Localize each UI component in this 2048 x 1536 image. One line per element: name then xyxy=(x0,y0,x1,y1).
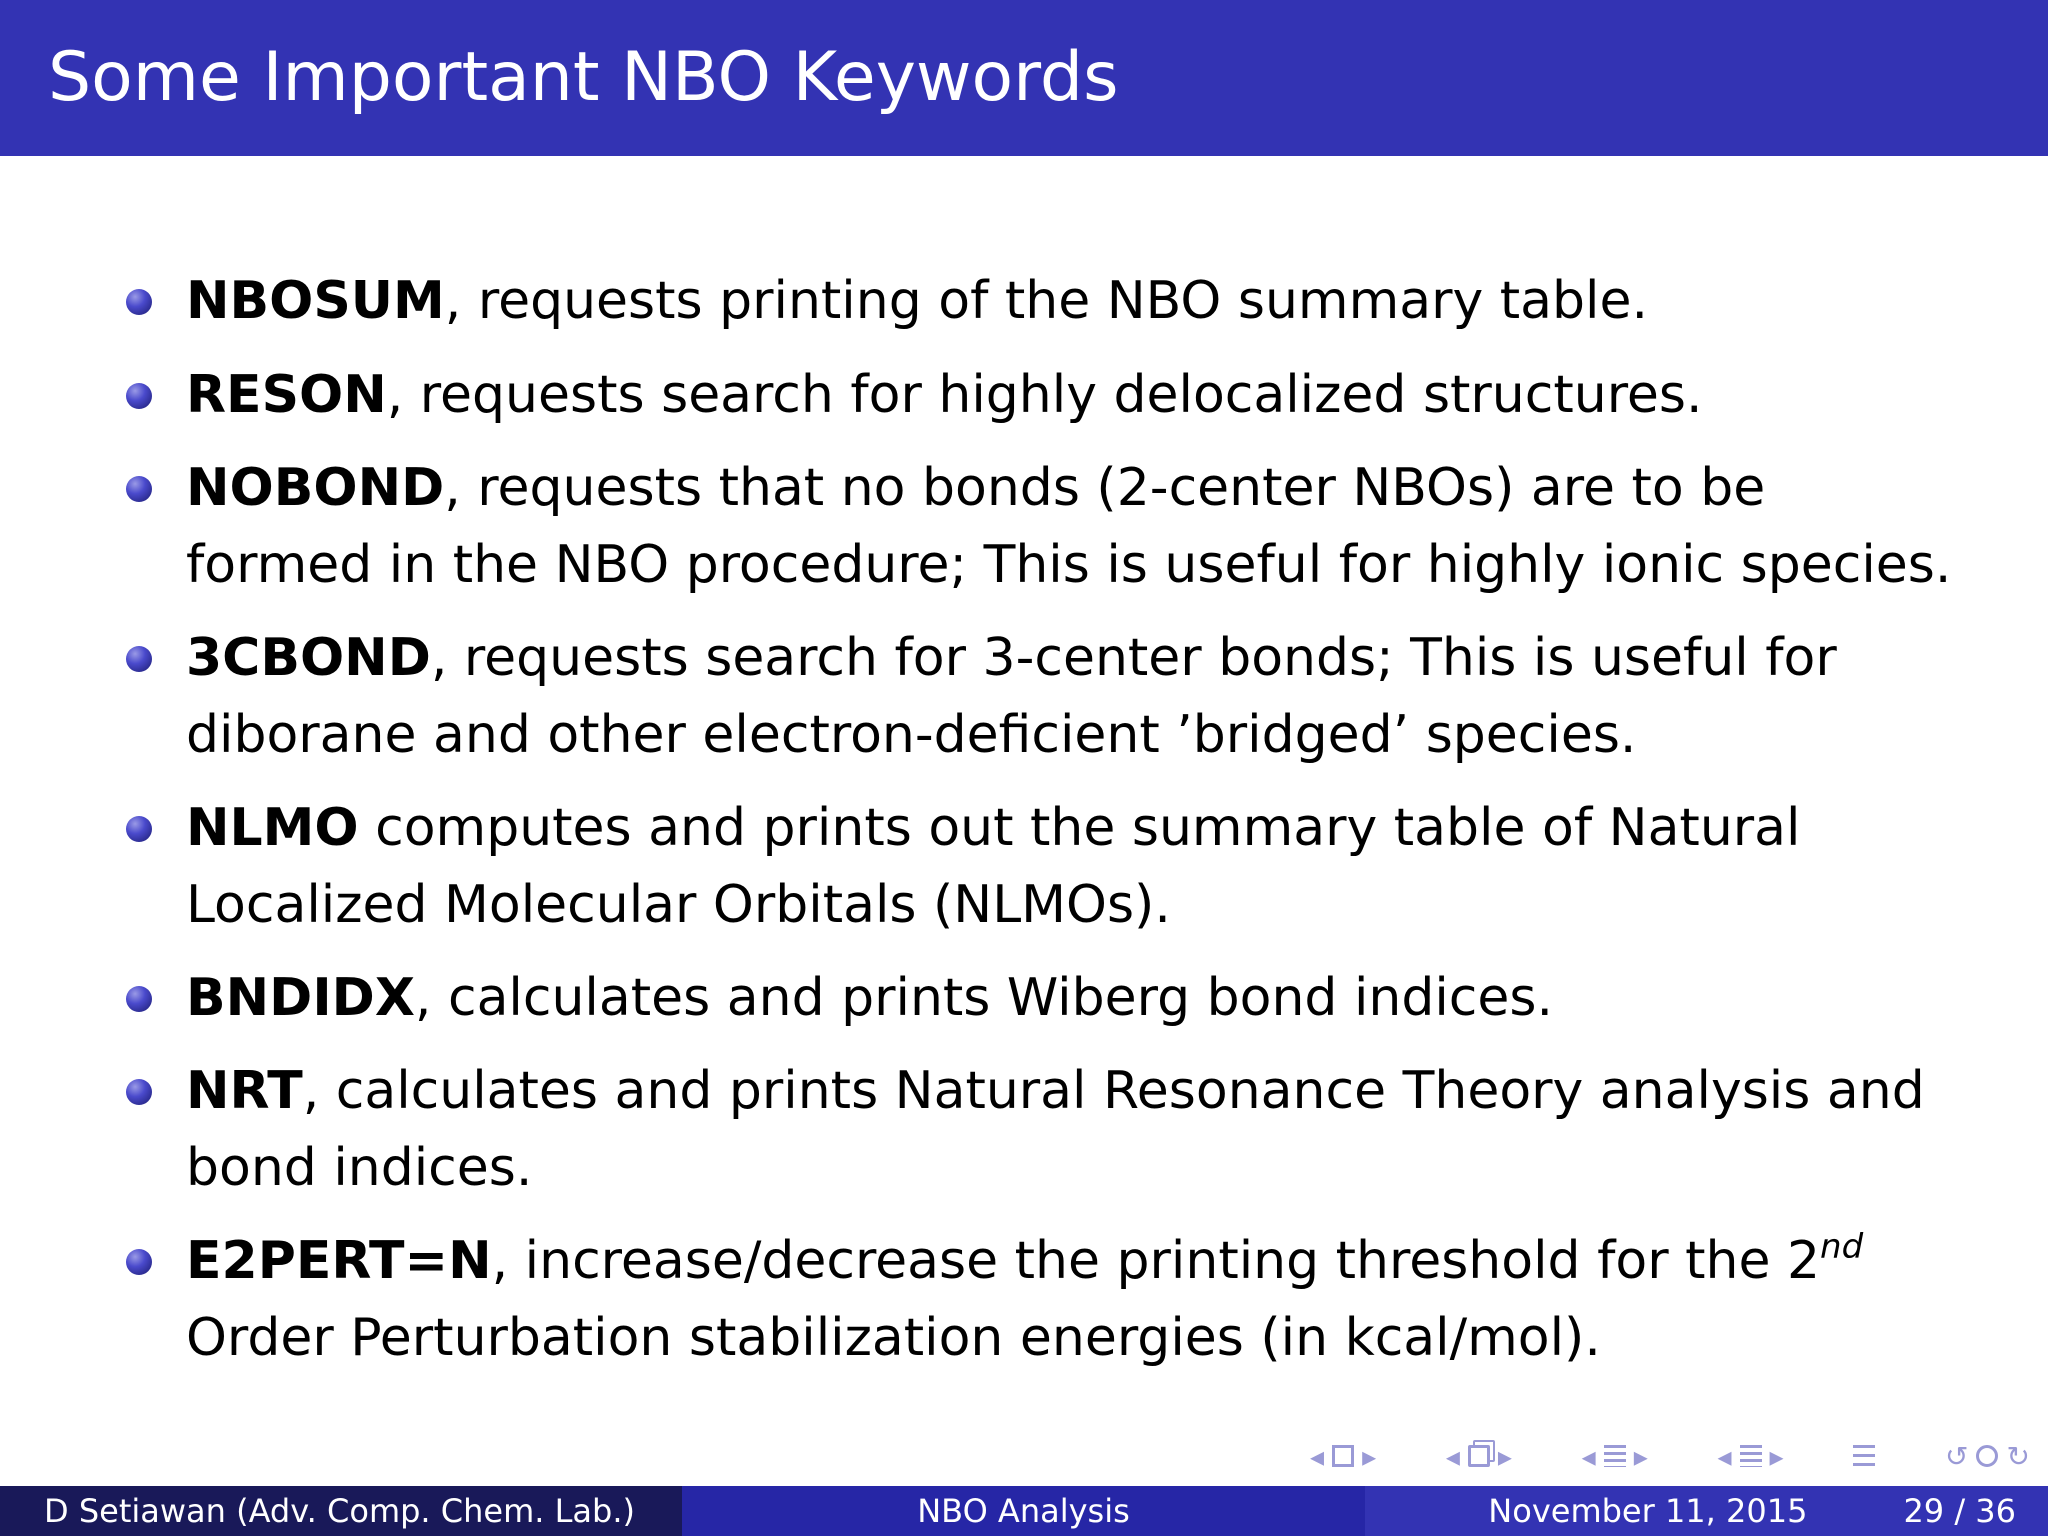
footer-right xyxy=(1365,1486,2048,1536)
keyword: RESON xyxy=(186,365,387,425)
item-text: , requests search for highly delocalized structures. xyxy=(386,365,1703,425)
footer-talk-title: NBO Analysis xyxy=(682,1486,1365,1536)
nav-section xyxy=(1582,1440,1648,1473)
list-item-nobond xyxy=(186,450,2006,604)
item-text-continued: diborane and other electron-deficient ’bridged’ species. xyxy=(186,705,1637,765)
frame-icon[interactable] xyxy=(1332,1445,1354,1467)
keyword: E2PERT=N xyxy=(186,1231,492,1291)
undo-icon[interactable]: ↺ xyxy=(1945,1439,1969,1473)
item-text-continued: formed in the NBO procedure; This is useful for highly ionic species. xyxy=(186,535,1952,595)
bullet-icon xyxy=(126,383,152,409)
item-text: , requests search for 3-center bonds; This is useful for xyxy=(430,628,1837,688)
title-bar xyxy=(0,0,2048,156)
footer-date: November 11, 2015 xyxy=(1488,1492,1808,1530)
item-text: , requests printing of the NBO summary table. xyxy=(444,271,1649,331)
nav-frame-next-icon[interactable]: ▸ xyxy=(1362,1439,1377,1473)
keyword: NLMO xyxy=(186,798,359,858)
item-text-continued: bond indices. xyxy=(186,1138,533,1198)
superscript: nd xyxy=(1820,1227,1864,1267)
bullet-icon xyxy=(126,986,152,1012)
item-text-continued: Localized Molecular Orbitals (NLMOs). xyxy=(186,875,1171,935)
bullet-icon xyxy=(126,476,152,502)
item-text-continued: Order Perturbation stabilization energies (in kcal/mol). xyxy=(186,1308,1601,1368)
nav-subsection-prev-icon[interactable]: ◂ xyxy=(1717,1439,1732,1473)
list-item-nlmo xyxy=(186,790,2006,944)
nav-slide-next-icon[interactable]: ▸ xyxy=(1497,1439,1512,1473)
nav-subsection xyxy=(1717,1440,1783,1473)
keyword: NRT xyxy=(186,1061,303,1121)
nav-search xyxy=(1945,1440,2030,1473)
item-text: , requests that no bonds (2-center NBOs) are to be xyxy=(444,458,1766,518)
nav-back xyxy=(1853,1445,1875,1467)
list-item-bndidx xyxy=(186,960,2006,1037)
redo-icon[interactable]: ↻ xyxy=(2006,1439,2030,1473)
item-text: computes and prints out the summary table of Natural xyxy=(358,798,1801,858)
list-item-e2pert xyxy=(186,1223,2006,1377)
keyword: NOBOND xyxy=(186,458,445,518)
list-item-3cbond xyxy=(186,620,2006,774)
nav-slide-prev-icon[interactable]: ◂ xyxy=(1445,1439,1460,1473)
footer xyxy=(0,1486,2048,1536)
search-icon[interactable] xyxy=(1976,1445,1998,1467)
navigation-symbols xyxy=(1310,1436,2030,1476)
list-item-reson xyxy=(186,357,2006,434)
keyword: NBOSUM xyxy=(186,271,445,331)
list-item-nrt xyxy=(186,1053,2006,1207)
nav-subsection-next-icon[interactable]: ▸ xyxy=(1769,1439,1784,1473)
bullet-icon xyxy=(126,1249,152,1275)
nav-frame-prev-icon[interactable]: ◂ xyxy=(1310,1439,1325,1473)
nav-slide xyxy=(1446,1440,1512,1473)
bullet-icon xyxy=(126,816,152,842)
nav-frame xyxy=(1310,1440,1376,1473)
bullet-icon xyxy=(126,289,152,315)
slide-title: Some Important NBO Keywords xyxy=(48,38,1119,117)
item-text: , calculates and prints Natural Resonance Theory analysis and xyxy=(302,1061,1925,1121)
slide-icon[interactable] xyxy=(1468,1445,1490,1467)
subsection-icon[interactable] xyxy=(1740,1445,1762,1467)
keyword: BNDIDX xyxy=(186,968,415,1028)
footer-author: D Setiawan (Adv. Comp. Chem. Lab.) xyxy=(0,1486,682,1536)
list-item-nbosum xyxy=(186,263,2006,340)
bullet-icon xyxy=(126,1079,152,1105)
nav-section-next-icon[interactable]: ▸ xyxy=(1633,1439,1648,1473)
item-text: , increase/decrease the printing threshold for the 2 xyxy=(491,1231,1821,1291)
back-icon[interactable] xyxy=(1853,1445,1875,1467)
section-icon[interactable] xyxy=(1604,1445,1626,1467)
bullet-icon xyxy=(126,646,152,672)
keyword: 3CBOND xyxy=(186,628,431,688)
item-text: , calculates and prints Wiberg bond indices. xyxy=(414,968,1554,1028)
nav-section-prev-icon[interactable]: ◂ xyxy=(1581,1439,1596,1473)
footer-page-number: 29 / 36 xyxy=(1903,1492,2016,1530)
